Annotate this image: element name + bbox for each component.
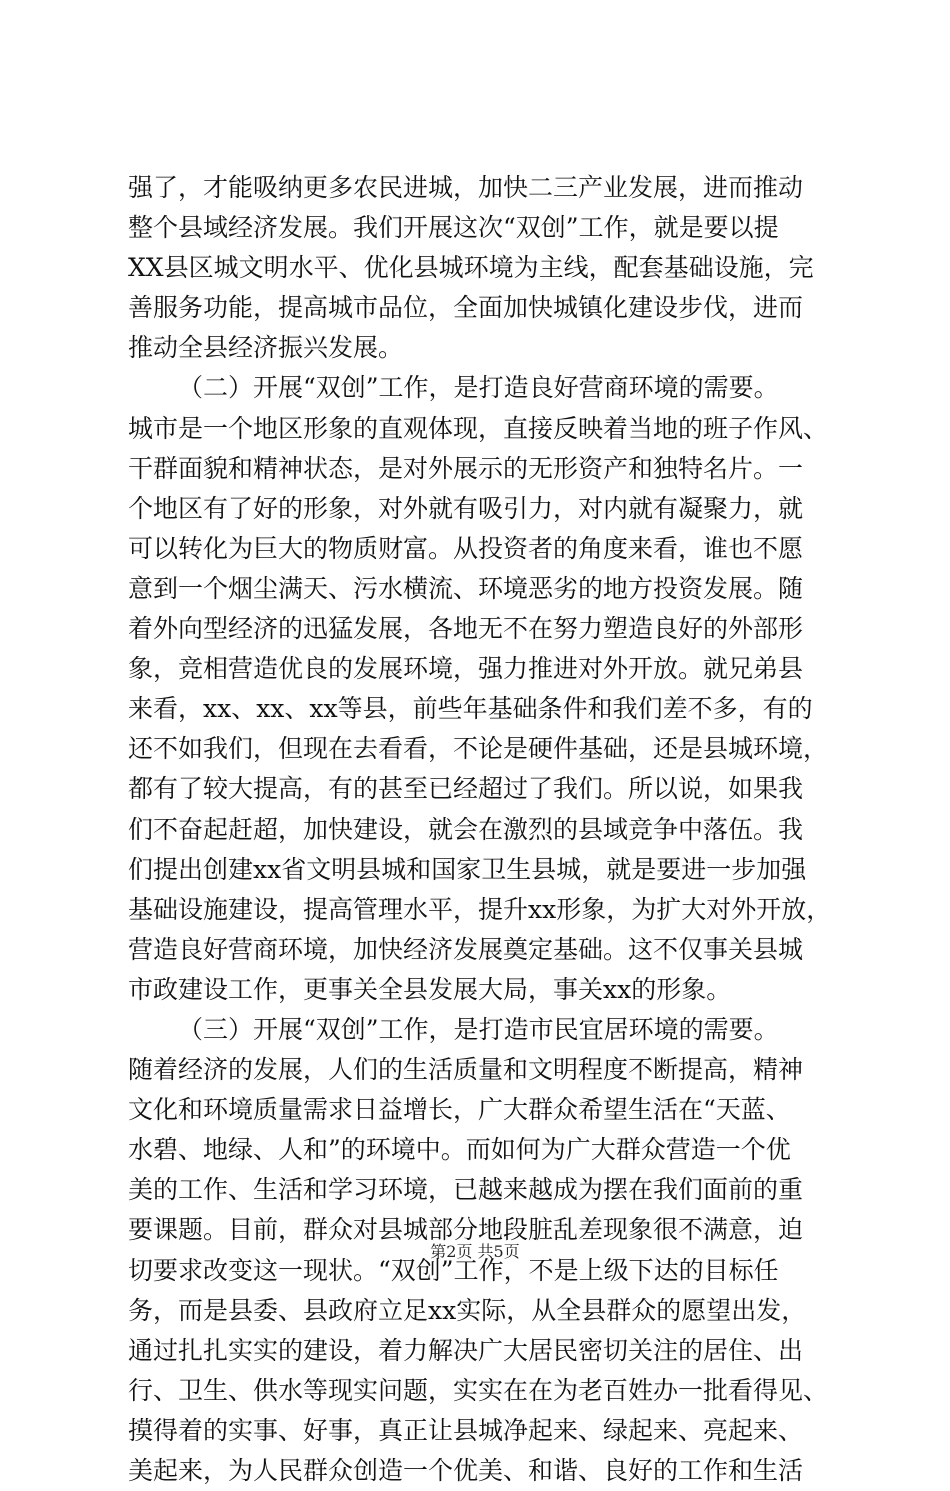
text-line: 通过扎扎实实的建设，着力解决广大居民密切关注的居住、出 (128, 1335, 804, 1365)
text-line: 基础设施建设，提高管理水平，提升xx形象，为扩大对外开放， (128, 894, 832, 924)
text-line: 干群面貌和精神状态，是对外展示的无形资产和独特名片。一 (128, 453, 804, 483)
text-line: 还不如我们，但现在去看看，不论是硬件基础，还是县城环境， (128, 734, 829, 764)
section-heading-two: （二）开展“双创”工作，是打造良好营商环境的需要。 (178, 373, 779, 403)
text-line: 切要求改变这一现状。“双创”工作，不是上级下达的目标任 (128, 1255, 779, 1285)
text-line: 可以转化为巨大的物质财富。从投资者的角度来看，谁也不愿 (128, 533, 804, 563)
text-line: 务，而是县委、县政府立足xx实际，从全县群众的愿望出发， (128, 1295, 807, 1325)
text-line: 意到一个烟尘满天、污水横流、环境恶劣的地方投资发展。随 (128, 573, 804, 603)
text-line: 市政建设工作，更事关全县发展大局，事关xx的形象。 (128, 974, 732, 1004)
text-line: 着外向型经济的迅猛发展，各地无不在努力塑造良好的外部形 (128, 614, 804, 644)
text-line: 象，竞相营造优良的发展环境，强力推进对外开放。就兄弟县 (128, 654, 804, 684)
text-line: 强了，才能吸纳更多农民进城，加快二三产业发展，进而推动 (128, 173, 804, 202)
text-line: 个地区有了好的形象，对外就有吸引力，对内就有凝聚力，就 (128, 493, 804, 523)
text-line: XX县区城文明水平、优化县城环境为主线，配套基础设施，完 (128, 253, 814, 283)
text-line: 营造良好营商环境，加快经济发展奠定基础。这不仅事关县城 (128, 934, 804, 964)
text-line: 来看，xx、xx、xx等县，前些年基础条件和我们差不多，有的 (128, 694, 813, 724)
text-line: 都有了较大提高，有的甚至已经超过了我们。所以说，如果我 (128, 774, 804, 804)
text-line: 善服务功能，提高城市品位，全面加快城镇化建设步伐，进而 (128, 293, 804, 323)
text-line: 美的工作、生活和学习环境，已越来越成为摆在我们面前的重 (128, 1175, 804, 1205)
text-line: 推动全县经济振兴发展。 (128, 333, 404, 363)
text-line: 摸得着的实事、好事，真正让县城净起来、绿起来、亮起来、 (128, 1415, 804, 1445)
text-line: 们提出创建xx省文明县城和国家卫生县城，就是要进一步加强 (128, 854, 807, 884)
text-line: 美起来，为人民群众创造一个优美、和谐、良好的工作和生活 (128, 1456, 804, 1485)
text-line: 们不奋起赶超，加快建设，就会在激烈的县域竞争中落伍。我 (128, 814, 804, 844)
text-line: 随着经济的发展，人们的生活质量和文明程度不断提高，精神 (128, 1055, 804, 1085)
section-heading-three: （三）开展“双创”工作，是打造市民宜居环境的需要。 (178, 1014, 779, 1044)
text-line: 水碧、地绿、人和”的环境中。而如何为广大群众营造一个优 (128, 1135, 791, 1165)
text-line: 要课题。目前，群众对县城部分地段脏乱差现象很不满意，迫 (128, 1215, 804, 1245)
text-line: 城市是一个地区形象的直观体现，直接反映着当地的班子作风、 (128, 413, 829, 443)
page-number-footer: 第2页 共5页 (430, 1242, 520, 1261)
document-body (128, 168, 832, 1491)
text-line: 整个县域经济发展。我们开展这次“双创”工作，就是要以提 (128, 213, 779, 243)
text-line: 行、卫生、供水等现实问题，实实在在为老百姓办一批看得见、 (128, 1375, 829, 1405)
text-line: 文化和环境质量需求日益增长，广大群众希望生活在“天蓝、 (128, 1095, 791, 1125)
